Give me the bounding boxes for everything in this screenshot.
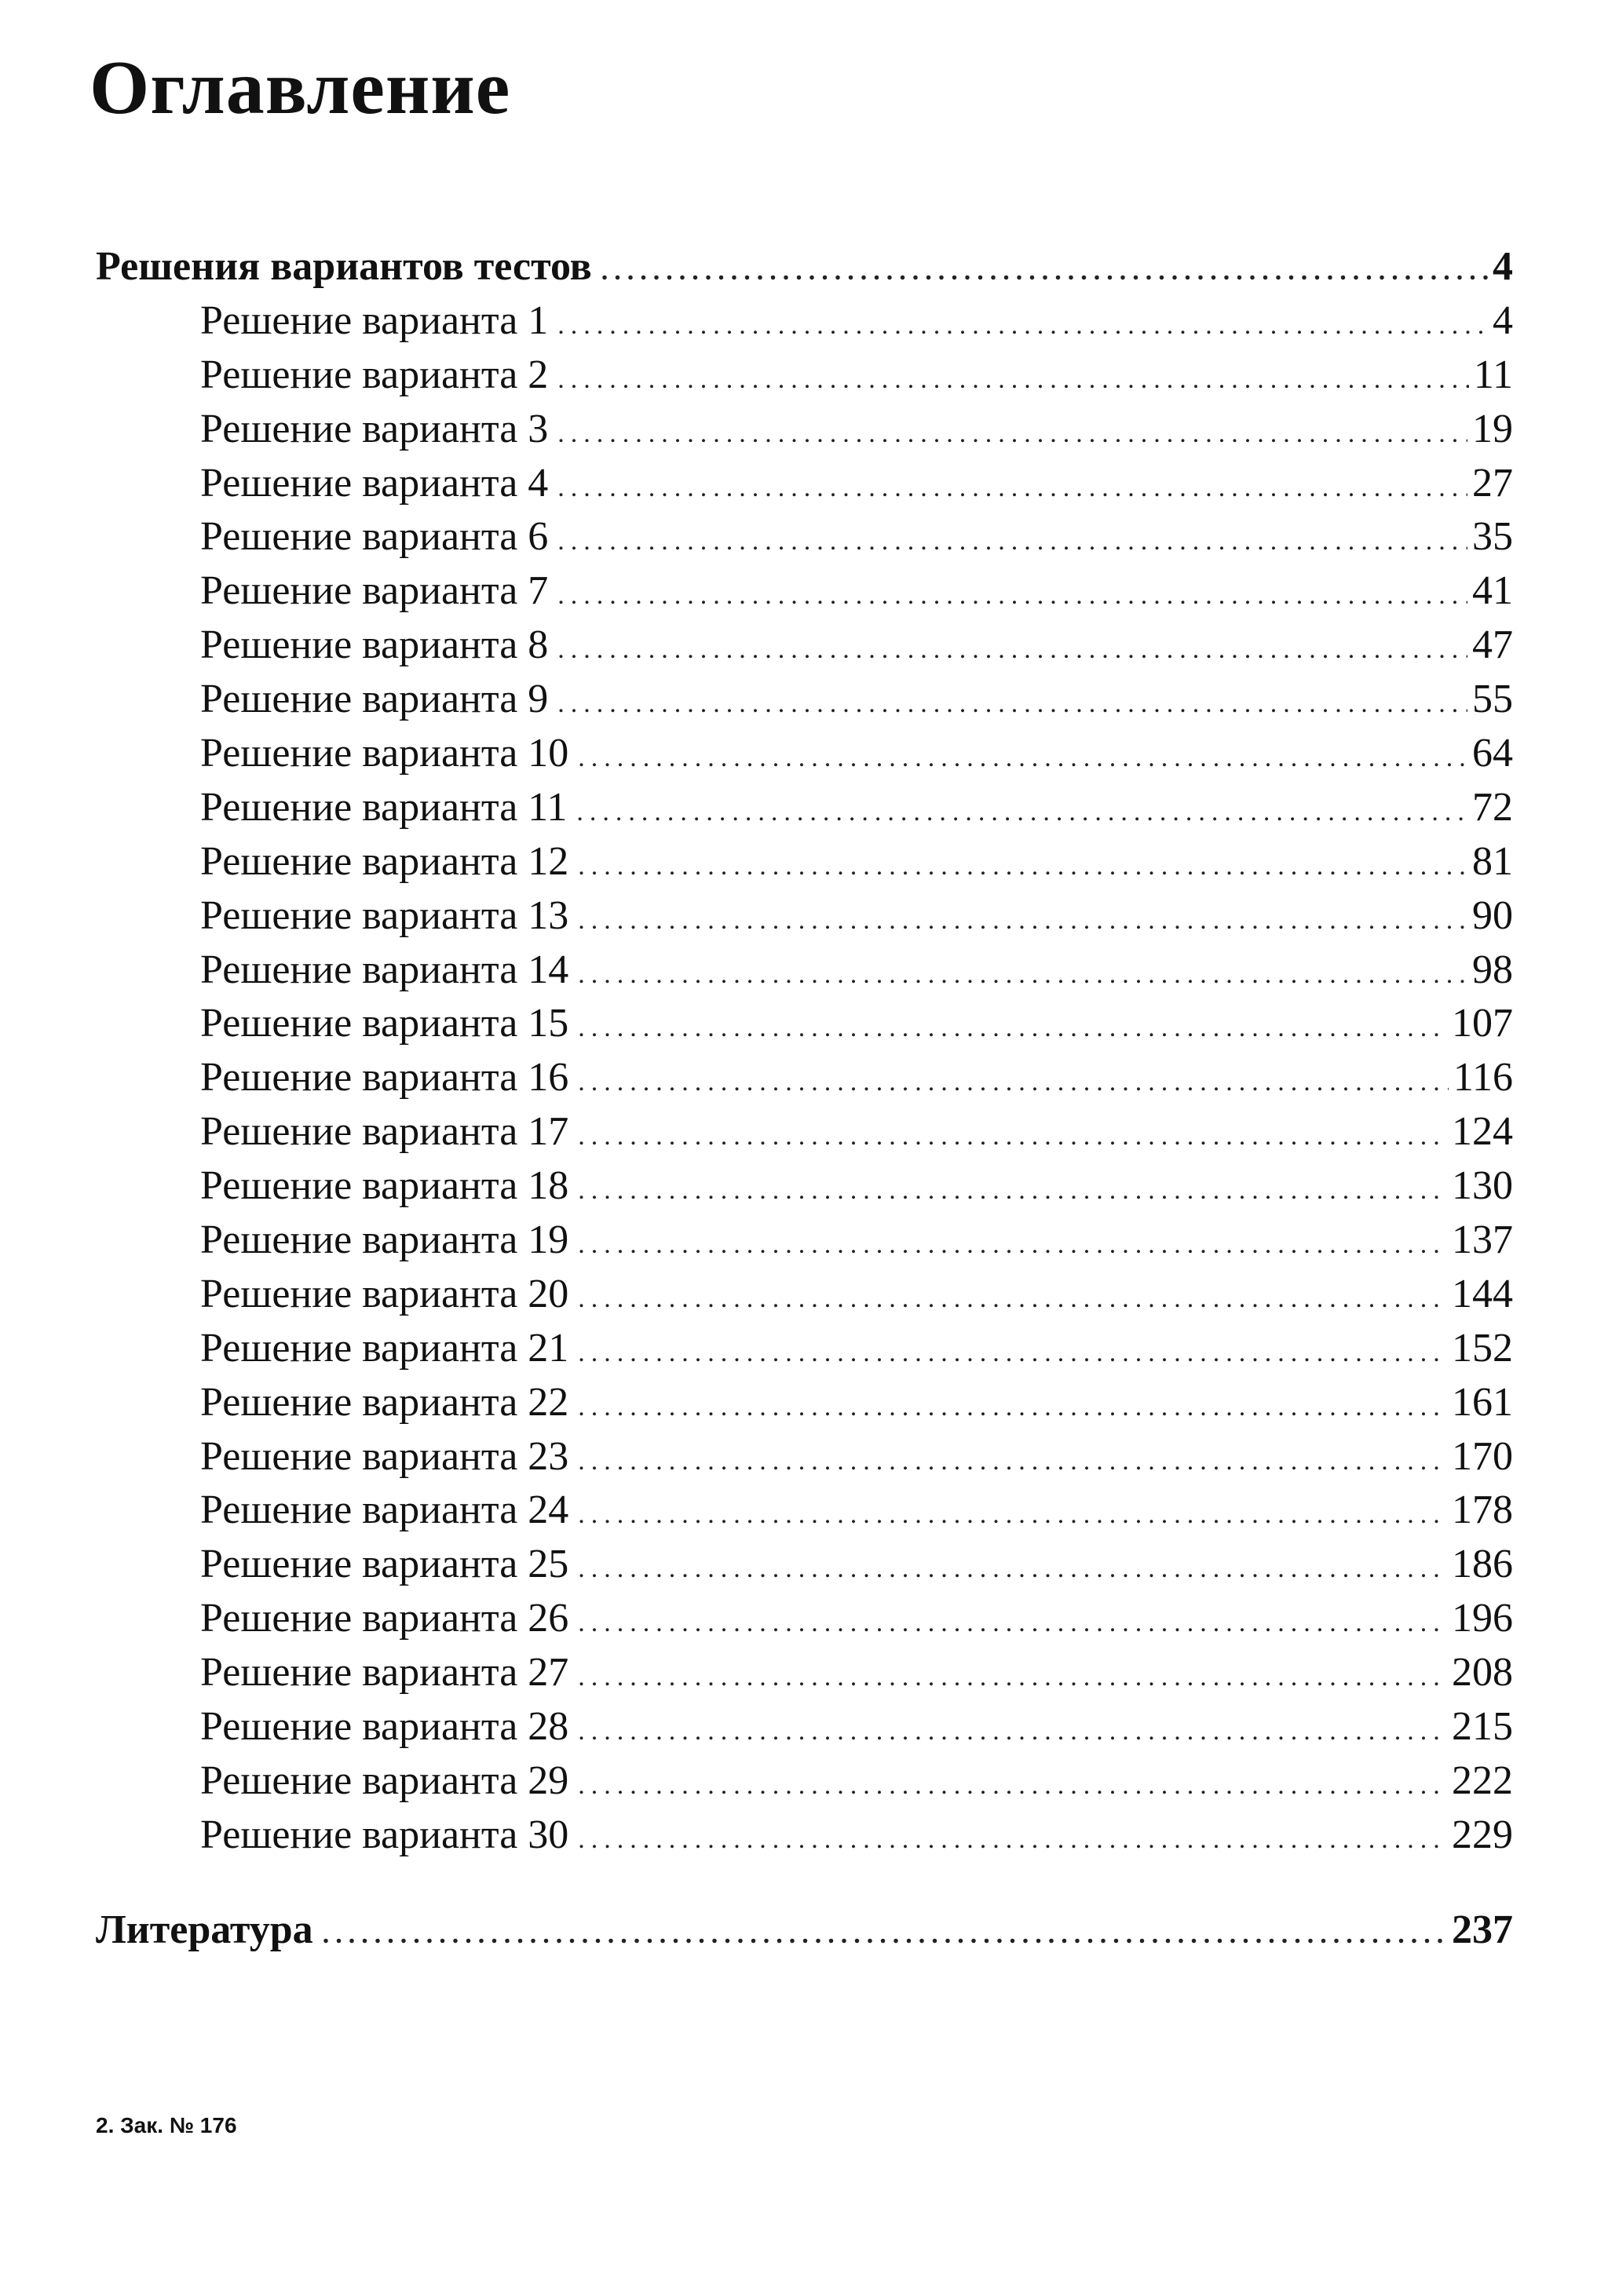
toc-leader-dots <box>578 894 1467 948</box>
toc-entry-label: Решение варианта 18 <box>200 1163 569 1209</box>
toc-entry-label: Решение варианта 4 <box>200 460 549 506</box>
toc-leader-dots <box>578 1651 1447 1705</box>
toc-entry-page: 47 <box>1472 622 1513 668</box>
toc-entry-page: 196 <box>1452 1596 1513 1641</box>
toc-leader-dots <box>576 786 1467 840</box>
toc-leader-dots <box>557 515 1467 569</box>
toc-entry-page: 90 <box>1472 892 1513 938</box>
toc-leader-dots <box>557 677 1467 732</box>
toc-entry[interactable] <box>96 781 1513 835</box>
toc-entry-page: 41 <box>1472 568 1513 614</box>
toc-entry-label: Решение варианта 27 <box>200 1650 569 1696</box>
toc-entry[interactable] <box>96 294 1513 349</box>
toc-entry-label: Решение варианта 28 <box>200 1704 569 1750</box>
toc-entry-page: 178 <box>1452 1487 1513 1533</box>
toc-entry-label: Решение варианта 1 <box>200 297 549 343</box>
toc-entry-page: 72 <box>1472 784 1513 830</box>
toc-entry[interactable] <box>96 1051 1513 1105</box>
toc-entry-page: 186 <box>1452 1542 1513 1587</box>
toc-leader-dots <box>557 623 1467 677</box>
toc-entry[interactable] <box>96 564 1513 619</box>
toc-leader-dots <box>578 840 1467 894</box>
toc-leader-dots <box>578 1002 1447 1056</box>
toc-section-entry[interactable] <box>96 240 1513 294</box>
toc-entry-label: Решение варианта 2 <box>200 352 549 397</box>
toc-entry-label: Решение варианта 22 <box>200 1379 569 1425</box>
toc-leader-dots <box>578 1597 1447 1651</box>
toc-leader-dots <box>578 1435 1447 1489</box>
toc-leader-dots <box>601 245 1488 299</box>
toc-entry[interactable] <box>96 1809 1513 1863</box>
toc-entry-label: Решение варианта 30 <box>200 1812 569 1857</box>
toc-leader-dots <box>557 407 1467 462</box>
toc-entry[interactable] <box>96 997 1513 1051</box>
toc-entry-page: 64 <box>1472 731 1513 776</box>
toc-entry-page: 137 <box>1452 1217 1513 1263</box>
toc-entry[interactable] <box>96 510 1513 564</box>
toc-entry-label: Решение варианта 29 <box>200 1758 569 1803</box>
toc-leader-dots <box>578 1759 1447 1813</box>
toc-entry-label: Решение варианта 14 <box>200 947 569 992</box>
toc-entry[interactable] <box>96 1322 1513 1376</box>
toc-entry-label: Решение варианта 20 <box>200 1271 569 1316</box>
toc-entry-label: Решение варианта 17 <box>200 1109 569 1155</box>
toc-leader-dots <box>557 299 1488 353</box>
toc-leader-dots <box>578 1056 1449 1110</box>
toc-entry-page: 19 <box>1472 406 1513 451</box>
toc-literature-page: 237 <box>1452 1907 1513 1952</box>
toc-entry-page: 229 <box>1452 1812 1513 1857</box>
toc-entry[interactable] <box>96 673 1513 727</box>
toc-entry[interactable] <box>96 1700 1513 1754</box>
toc-leader-dots <box>578 732 1467 786</box>
toc-entry-page: 35 <box>1472 514 1513 560</box>
toc-leader-dots <box>578 1110 1447 1164</box>
toc-entry-page: 170 <box>1452 1433 1513 1479</box>
toc-entry-label: Решение варианта 25 <box>200 1542 569 1587</box>
toc-entry-page: 81 <box>1472 838 1513 884</box>
toc-entry-page: 130 <box>1452 1163 1513 1209</box>
toc-leader-dots <box>578 1813 1447 1867</box>
toc-items-list <box>96 294 1513 1863</box>
toc-entry-page: 27 <box>1472 460 1513 506</box>
toc-entry-label: Решение варианта 19 <box>200 1217 569 1263</box>
toc-entry[interactable] <box>96 1105 1513 1159</box>
toc-entry-label: Решение варианта 16 <box>200 1055 569 1101</box>
toc-leader-dots <box>578 1488 1447 1542</box>
toc-entry[interactable] <box>96 1538 1513 1592</box>
toc-leader-dots <box>323 1908 1447 1962</box>
print-order-note: 2. Зак. № 176 <box>96 2113 237 2137</box>
toc-leader-dots <box>578 1542 1447 1597</box>
toc-entry-label: Решение варианта 12 <box>200 838 569 884</box>
toc-entry-page: 152 <box>1452 1325 1513 1371</box>
toc-leader-dots <box>578 1218 1447 1272</box>
toc-leader-dots <box>578 948 1467 1002</box>
toc-section-label: Решения вариантов тестов <box>96 244 592 289</box>
table-of-contents <box>96 240 1513 1958</box>
toc-entry-label: Решение варианта 9 <box>200 677 549 722</box>
toc-entry-page: 124 <box>1452 1109 1513 1155</box>
toc-entry-label: Решение варианта 3 <box>200 406 549 451</box>
toc-leader-dots <box>578 1327 1447 1381</box>
toc-leader-dots <box>557 462 1467 516</box>
toc-entry-label: Решение варианта 8 <box>200 622 549 668</box>
toc-entry[interactable] <box>96 349 1513 403</box>
toc-entry-page: 4 <box>1493 297 1513 343</box>
toc-leader-dots <box>578 1705 1447 1759</box>
toc-entry-label: Решение варианта 23 <box>200 1433 569 1479</box>
toc-entry-page: 107 <box>1452 1001 1513 1046</box>
toc-entry[interactable] <box>96 1376 1513 1430</box>
toc-entry[interactable] <box>96 1484 1513 1538</box>
toc-entry[interactable] <box>96 1430 1513 1484</box>
toc-entry-page: 116 <box>1453 1055 1513 1101</box>
toc-section-page: 4 <box>1493 244 1513 289</box>
toc-entry[interactable] <box>96 457 1513 511</box>
toc-leader-dots <box>557 569 1467 623</box>
toc-entry-label: Решение варианта 7 <box>200 568 549 614</box>
toc-entry[interactable] <box>96 403 1513 457</box>
toc-entry[interactable] <box>96 1159 1513 1214</box>
toc-literature-entry[interactable] <box>96 1904 1513 1958</box>
toc-entry-label: Решение варианта 24 <box>200 1487 569 1533</box>
toc-entry[interactable] <box>96 727 1513 781</box>
toc-leader-dots <box>578 1381 1447 1435</box>
toc-leader-dots <box>557 353 1469 407</box>
toc-entry-page: 222 <box>1452 1758 1513 1803</box>
toc-entry-page: 215 <box>1452 1704 1513 1750</box>
toc-leader-dots <box>578 1272 1447 1327</box>
toc-entry[interactable] <box>96 944 1513 998</box>
toc-entry-page: 98 <box>1472 947 1513 992</box>
toc-leader-dots <box>578 1164 1447 1218</box>
toc-entry-label: Решение варианта 10 <box>200 731 569 776</box>
toc-entry[interactable] <box>96 1268 1513 1322</box>
toc-entry-page: 144 <box>1452 1271 1513 1316</box>
toc-entry[interactable] <box>96 889 1513 944</box>
toc-entry-label: Решение варианта 26 <box>200 1596 569 1641</box>
toc-entry-page: 161 <box>1452 1379 1513 1425</box>
toc-entry-page: 208 <box>1452 1650 1513 1696</box>
toc-entry-page: 55 <box>1472 677 1513 722</box>
toc-entry-label: Решение варианта 6 <box>200 514 549 560</box>
toc-entry[interactable] <box>96 1646 1513 1700</box>
toc-entry[interactable] <box>96 835 1513 889</box>
toc-spacer <box>96 1863 1513 1904</box>
toc-entry[interactable] <box>96 619 1513 673</box>
toc-entry-label: Решение варианта 11 <box>200 784 568 830</box>
toc-entry-label: Решение варианта 13 <box>200 892 569 938</box>
toc-entry-label: Решение варианта 15 <box>200 1001 569 1046</box>
toc-entry[interactable] <box>96 1754 1513 1809</box>
toc-entry[interactable] <box>96 1214 1513 1268</box>
toc-entry[interactable] <box>96 1592 1513 1646</box>
toc-entry-label: Решение варианта 21 <box>200 1325 569 1371</box>
toc-entry-page: 11 <box>1473 352 1513 397</box>
page-title: Оглавление <box>90 46 511 130</box>
toc-literature-label: Литература <box>96 1907 313 1952</box>
